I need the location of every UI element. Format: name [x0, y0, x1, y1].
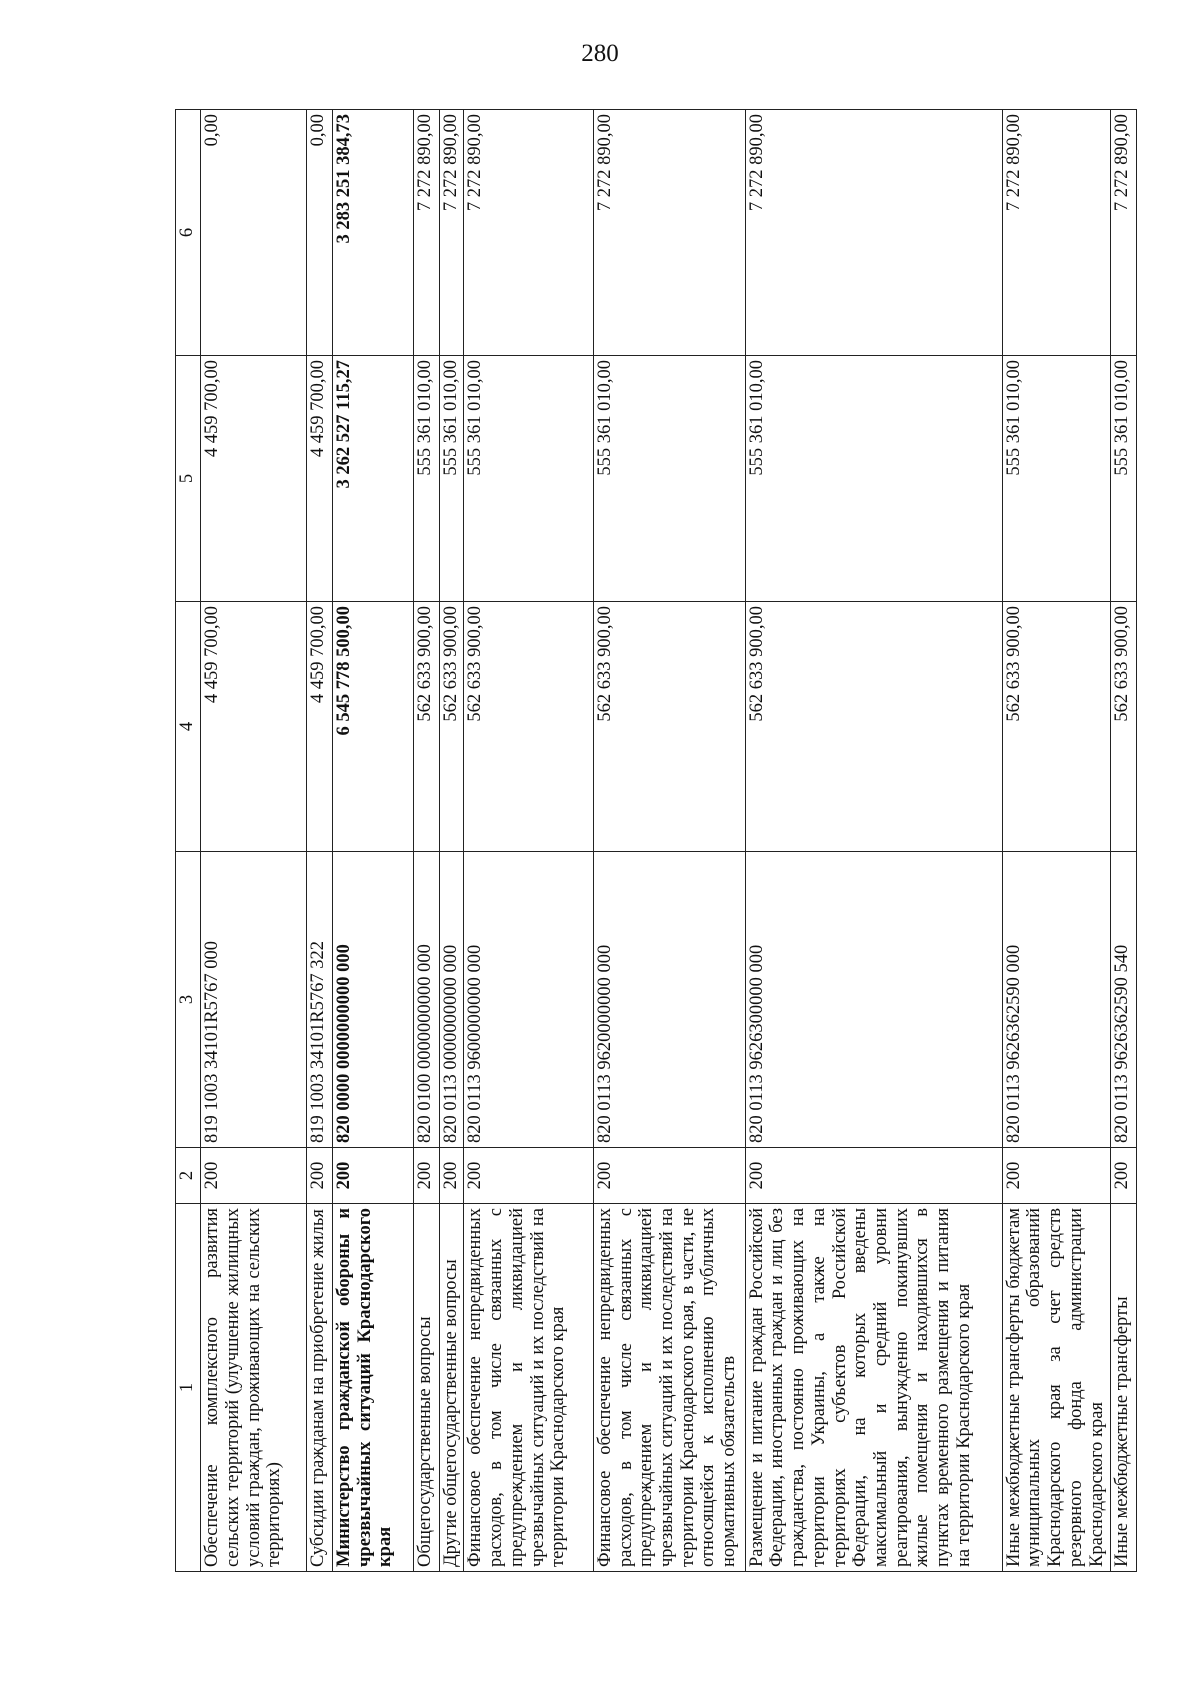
item-amount-6: 7 272 890,00: [464, 110, 594, 356]
item-name: Общегосударственные вопросы: [413, 1204, 439, 1572]
item-amount-5: 555 361 010,00: [745, 356, 1002, 602]
item-code: 200: [593, 1148, 745, 1204]
header-cell: 3: [176, 852, 201, 1148]
table-row: [745, 110, 1002, 1572]
item-amount-6: 7 272 890,00: [413, 110, 439, 356]
item-amount-6: 0,00: [306, 110, 332, 356]
item-amount-5: 4 459 700,00: [306, 356, 332, 602]
item-amount-5: 555 361 010,00: [1002, 356, 1110, 602]
item-amount-5: 555 361 010,00: [413, 356, 439, 602]
item-amount-4: 4 459 700,00: [201, 602, 306, 852]
item-name: Размещение и питание граждан Российской Федерации, иностранных граждан и лиц без гражданства, постоянно проживающих на территории Украины, а также на территориях субъектов Российской Федерации, на которых введены максимальный и средний уровни реагирования, вынужденно покинувших жилые помещения и находившихся в пунктах временного размещения и питания на территории Краснодарского края: [745, 1204, 1002, 1572]
header-cell: 6: [176, 110, 201, 356]
item-name: Иные межбюджетные трансферты бюджетам муниципальных образований Краснодарского края за счет средств резервного фонда администрации Краснодарского края: [1002, 1204, 1110, 1572]
item-amount-6: 7 272 890,00: [593, 110, 745, 356]
header-cell: 5: [176, 356, 201, 602]
item-kbk: 820 0113 9626362590 000: [1002, 852, 1110, 1148]
item-kbk: 819 1003 34101R5767 000: [201, 852, 306, 1148]
header-cell: 1: [176, 1204, 201, 1572]
table-row: [201, 110, 306, 1572]
item-kbk: 820 0113 0000000000 000: [440, 852, 464, 1148]
header-cell: 2: [176, 1148, 201, 1204]
item-name: Иные межбюджетные трансферты: [1110, 1204, 1136, 1572]
item-kbk: 819 1003 34101R5767 322: [306, 852, 332, 1148]
item-amount-4: 562 633 900,00: [593, 602, 745, 852]
item-code: 200: [745, 1148, 1002, 1204]
item-name: Обеспечение комплексного развития сельских территорий (улучшение жилищных условий граждан, проживающих на сельских территориях): [201, 1204, 306, 1572]
item-amount-4: 562 633 900,00: [745, 602, 1002, 852]
item-amount-4: 562 633 900,00: [464, 602, 594, 852]
item-code: 200: [306, 1148, 332, 1204]
item-amount-5: 555 361 010,00: [440, 356, 464, 602]
item-amount-5: 555 361 010,00: [593, 356, 745, 602]
item-code: 200: [440, 1148, 464, 1204]
item-code: 200: [201, 1148, 306, 1204]
table-row: [306, 110, 332, 1572]
item-amount-5: 555 361 010,00: [464, 356, 594, 602]
item-code: 200: [413, 1148, 439, 1204]
item-name: Субсидии гражданам на приобретение жилья: [306, 1204, 332, 1572]
item-code: 200: [332, 1148, 413, 1204]
item-amount-4: 562 633 900,00: [1110, 602, 1136, 852]
table-row: [440, 110, 464, 1572]
item-name: Финансовое обеспечение непредвиденных расходов, в том числе связанных с предупреждением и ликвидацией чрезвычайных ситуаций и их последствий на территории Краснодарского края: [464, 1204, 594, 1572]
item-amount-6: 7 272 890,00: [1110, 110, 1136, 356]
rotated-table-wrapper: [175, 110, 1137, 1572]
page-number: 280: [581, 40, 619, 67]
item-amount-4: 562 633 900,00: [413, 602, 439, 852]
item-kbk: 820 0000 0000000000 000: [332, 852, 413, 1148]
budget-table: [175, 109, 1137, 1572]
item-amount-6: 3 283 251 384,73: [332, 110, 413, 356]
item-amount-4: 562 633 900,00: [1002, 602, 1110, 852]
table-row: [464, 110, 594, 1572]
table-header-row: [176, 110, 201, 1572]
item-code: 200: [1110, 1148, 1136, 1204]
table-row: [1110, 110, 1136, 1572]
item-kbk: 820 0100 0000000000 000: [413, 852, 439, 1148]
item-amount-5: 4 459 700,00: [201, 356, 306, 602]
table-row: [332, 110, 413, 1572]
item-amount-5: 555 361 010,00: [1110, 356, 1136, 602]
item-amount-6: 7 272 890,00: [745, 110, 1002, 356]
table-row: [1002, 110, 1110, 1572]
item-kbk: 820 0113 9620000000 000: [593, 852, 745, 1148]
item-amount-4: 562 633 900,00: [440, 602, 464, 852]
item-code: 200: [1002, 1148, 1110, 1204]
item-amount-4: 4 459 700,00: [306, 602, 332, 852]
item-amount-4: 6 545 778 500,00: [332, 602, 413, 852]
item-kbk: 820 0113 9600000000 000: [464, 852, 594, 1148]
header-cell: 4: [176, 602, 201, 852]
table-row: [413, 110, 439, 1572]
item-name: Финансовое обеспечение непредвиденных расходов, в том числе связанных с предупреждением и ликвидацией чрезвычайных ситуаций и их последствий на территории Краснодарского края, в части, не относящейся к исполнению публичных нормативных обязательств: [593, 1204, 745, 1572]
item-kbk: 820 0113 9626362590 540: [1110, 852, 1136, 1148]
item-amount-6: 7 272 890,00: [1002, 110, 1110, 356]
item-amount-6: 0,00: [201, 110, 306, 356]
item-kbk: 820 0113 9626300000 000: [745, 852, 1002, 1148]
item-amount-5: 3 262 527 115,27: [332, 356, 413, 602]
item-name: Другие общегосударственные вопросы: [440, 1204, 464, 1572]
item-amount-6: 7 272 890,00: [440, 110, 464, 356]
table-row: [593, 110, 745, 1572]
item-code: 200: [464, 1148, 594, 1204]
item-name: Министерство гражданской обороны и чрезвычайных ситуаций Краснодарского края: [332, 1204, 413, 1572]
